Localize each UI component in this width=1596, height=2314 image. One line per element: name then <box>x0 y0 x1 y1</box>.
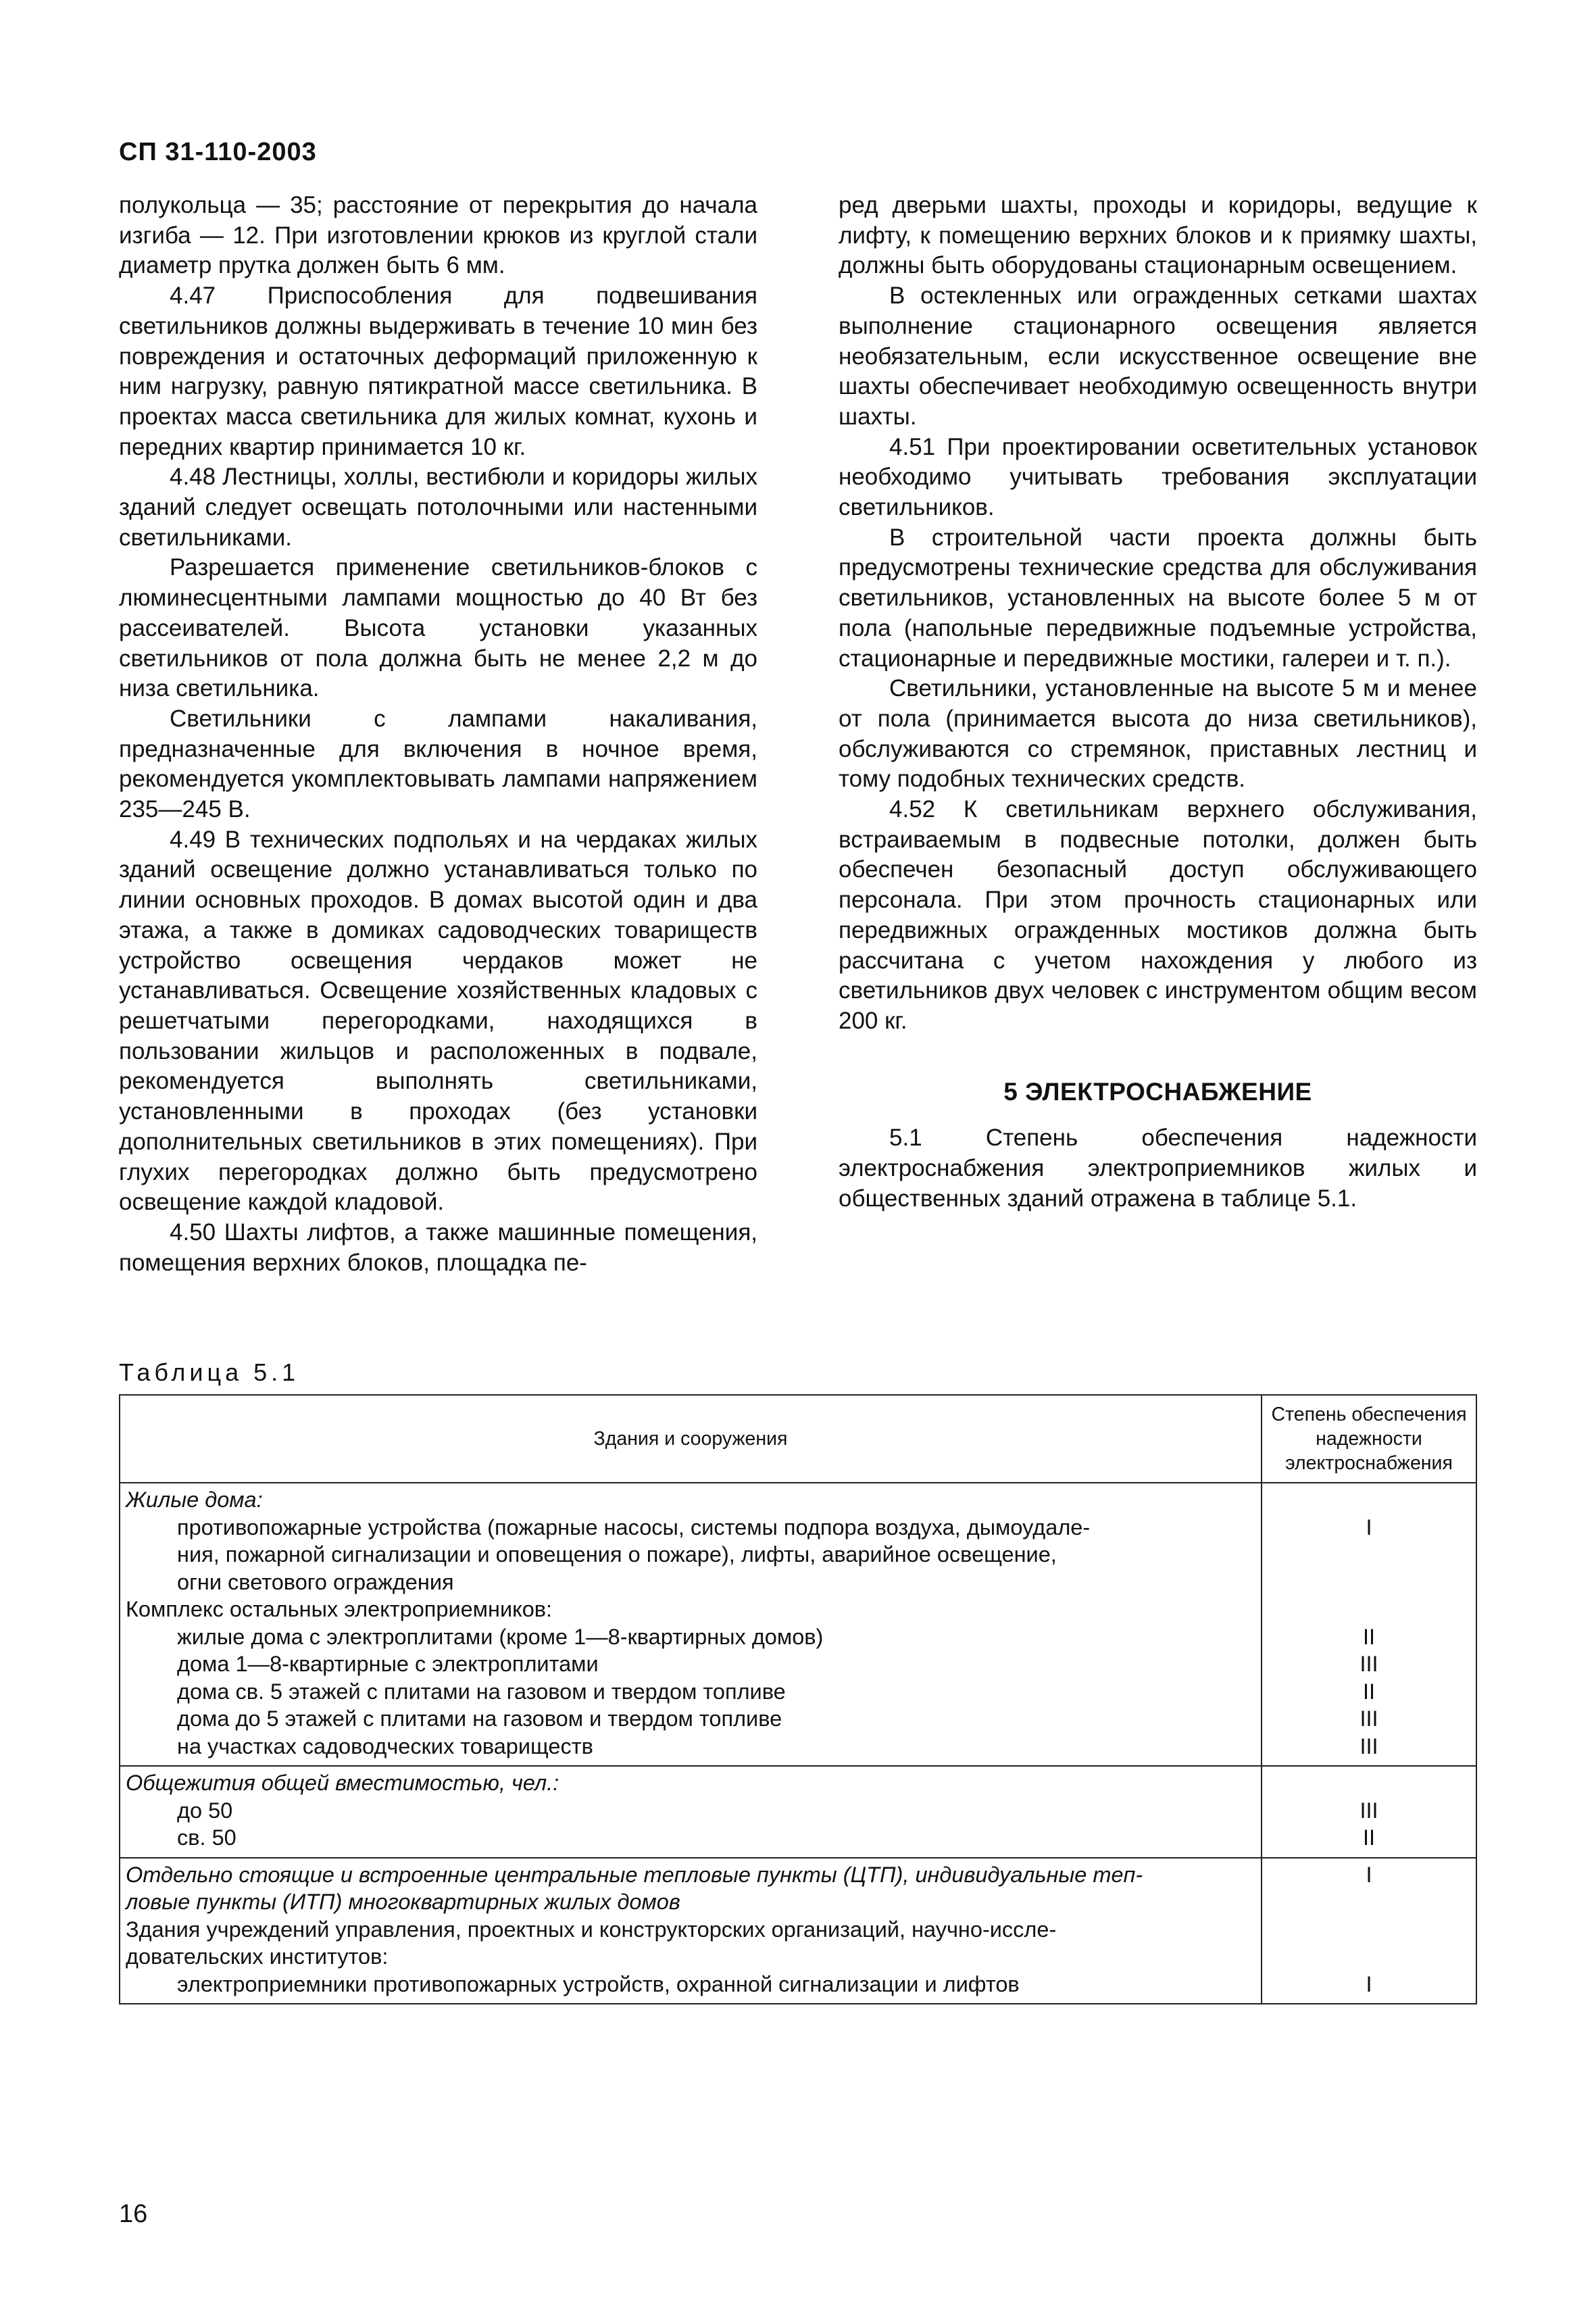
table-row <box>120 1483 1476 1766</box>
table-header-row <box>120 1395 1476 1483</box>
two-column-text <box>119 191 1477 1278</box>
paragraph: Светильники с лампами накаливания, предназначенные для включения в ночное время, рекомендуется укомплектовывать лампами напряжением 235—245 В. <box>119 705 757 823</box>
section-paragraph: 5.1 Степень обеспечения надежности электроснабжения электроприемников жилых и общественных зданий отражена в таблице 5.1. <box>839 1125 1477 1212</box>
reliability-value: III <box>1360 1798 1378 1823</box>
table <box>119 1394 1477 2004</box>
table-line-text: Здания учреждений управления, проектных и конструкторских организаций, научно-иссле- <box>126 1917 1057 1942</box>
reliability-value: I <box>1366 1515 1372 1540</box>
paragraph: ред дверьми шахты, проходы и коридоры, ведущие к лифту, к помещению верхних блоков и к приямку шахты, должны быть оборудованы стационарным освещением. <box>839 192 1477 279</box>
table-line-text: св. 50 <box>177 1825 236 1850</box>
reliability-value <box>1262 1916 1476 1944</box>
reliability-value: I <box>1366 1862 1372 1887</box>
paragraph: Светильники, установленные на высоте 5 м и менее от пола (принимается высота до низа светильников), обслуживаются со стремянок, приставных лестниц и тому подобных технических средств. <box>839 675 1477 793</box>
table-line-text: на участках садоводческих товариществ <box>177 1733 593 1758</box>
reliability-category-cell <box>1262 1766 1476 1858</box>
building-type-cell <box>120 1483 1262 1766</box>
reliability-value: I <box>1366 1971 1372 1996</box>
column-header-reliability: Степень обеспечения надежности электроснабжения <box>1262 1395 1476 1483</box>
reliability-value: III <box>1360 1706 1378 1731</box>
right-column <box>839 191 1477 1278</box>
reliability-value <box>1262 1943 1476 1971</box>
reliability-value <box>1262 1769 1476 1797</box>
table-line-text: до 50 <box>177 1798 233 1823</box>
document-code-header: СП 31-110-2003 <box>119 138 317 166</box>
column-header-buildings: Здания и сооружения <box>120 1395 1262 1483</box>
building-type-cell <box>120 1766 1262 1858</box>
paragraph: 4.49 В технических подпольях и на чердаках жилых зданий освещение должно устанавливаться только по линии основных проходов. В домах высотой один и два этажа, а также в домиках садоводческих товариществ устройство освещения чердаков может не устанавливаться. Освещение хозяйственных кладовых с решетчатыми перегородками, находящихся в пользовании жильцов и расположенных в подвале, рекомендуется выполнять светильниками, установленными в проходах (без установки дополнительных светильников в этих помещениях). При глухих перегородках должно быть предусмотрено освещение каждой кладовой. <box>119 826 757 1216</box>
paragraph: 4.47 Приспособления для подвешивания светильников должны выдерживать в течение 10 мин без повреждения и остаточных деформаций приложенную к ним нагрузку, равную пятикратной массе светильника. В проектах масса светильника для жилых комнат, кухонь и передних квартир принимается 10 кг. <box>119 282 757 460</box>
table-line-text: противопожарные устройства (пожарные насосы, системы подпора воздуха, дымоудале- <box>177 1515 1091 1540</box>
table-line-text: Комплекс остальных электроприемников: <box>126 1597 553 1621</box>
reliability-table <box>119 1394 1477 2004</box>
section-heading: 5 ЭЛЕКТРОСНАБЖЕНИЕ <box>1003 1077 1312 1106</box>
paragraph: В строительной части проекта должны быть предусмотрены технические средства для обслуживания светильников, установленных на высоте более 5 м от пола (напольные передвижные подъемные устройства, стационарные и передвижные мостики, галереи и т. п.). <box>839 524 1477 672</box>
reliability-value: II <box>1362 1825 1376 1850</box>
reliability-value <box>1262 1569 1476 1596</box>
paragraph: Разрешается применение светильников-блоков с люминесцентными лампами мощностью до 40 Вт без рассеивателей. Высота установки указанных светильников от пола должна быть не менее 2,2 м до низа светильника. <box>119 554 757 702</box>
reliability-value: III <box>1360 1733 1378 1758</box>
paragraph: 4.48 Лестницы, холлы, вестибюли и коридоры жилых зданий следует освещать потолочными или настенными светильниками. <box>119 464 757 551</box>
table-body <box>120 1483 1476 2004</box>
table-line-text: огни светового ограждения <box>177 1569 454 1594</box>
reliability-value <box>1262 1596 1476 1623</box>
paragraph: В остекленных или огражденных сетками шахтах выполнение стационарного освещения является необязательным, если искусственное освещение вне шахты обеспечивает необходимую освещенность внутри шахты. <box>839 282 1477 430</box>
table-row <box>120 1766 1476 1858</box>
table-line-text: дома 1—8-квартирные с электроплитами <box>177 1652 599 1676</box>
table-line-text: Отдельно стоящие и встроенные центральные тепловые пункты (ЦТП), индивидуальные теп- <box>126 1862 1143 1887</box>
table-row <box>120 1858 1476 2004</box>
table-line-text: Общежития общей вместимостью, чел.: <box>126 1771 559 1795</box>
paragraph: 4.50 Шахты лифтов, а также машинные помещения, помещения верхних блоков, площадка пе- <box>119 1218 757 1276</box>
reliability-value: III <box>1360 1652 1378 1676</box>
table-line-text: дома св. 5 этажей с плитами на газовом и твердом топливе <box>177 1679 786 1704</box>
paragraph: полукольца — 35; расстояние от перекрытия до начала изгиба — 12. При изготовлении крюков из круглой стали диаметр прутка должен быть 6 мм. <box>119 192 757 279</box>
building-type-cell <box>120 1858 1262 2004</box>
table-line-text: электроприемники противопожарных устройств, охранной сигнализации и лифтов <box>177 1971 1020 1996</box>
left-column <box>119 191 757 1278</box>
reliability-value: II <box>1362 1624 1376 1649</box>
paragraph: 4.52 К светильникам верхнего обслуживания, встраиваемым в подвесные потолки, должен быть обеспечен безопасный доступ обслуживающего персонала. При этом прочность стационарных или передвижных огражденных мостиков должна быть рассчитана с учетом нахождения у любого из светильников двух человек с инструментом общим весом 200 кг. <box>839 796 1477 1034</box>
table-line-text: Жилые дома: <box>126 1487 263 1512</box>
reliability-value <box>1262 1888 1476 1916</box>
table-line-text: довательских институтов: <box>126 1944 389 1969</box>
reliability-value <box>1262 1486 1476 1514</box>
reliability-value: II <box>1362 1679 1376 1704</box>
paragraph: 4.51 При проектировании осветительных установок необходимо учитывать требования эксплуатации светильников. <box>839 433 1477 521</box>
table-line-text: жилые дома с электроплитами (кроме 1—8-квартирных домов) <box>177 1624 824 1649</box>
table-line-text: дома до 5 этажей с плитами на газовом и твердом топливе <box>177 1706 782 1731</box>
reliability-value <box>1262 1541 1476 1569</box>
page-number: 16 <box>119 2200 148 2228</box>
table-line-text: ловые пункты (ИТП) многоквартирных жилых домов <box>126 1890 680 1914</box>
table-line-text: ния, пожарной сигнализации и оповещения о пожаре), лифты, аварийное освещение, <box>177 1542 1057 1567</box>
reliability-category-cell <box>1262 1483 1476 1766</box>
reliability-category-cell <box>1262 1858 1476 2004</box>
table-caption: Таблица 5.1 <box>119 1358 300 1386</box>
